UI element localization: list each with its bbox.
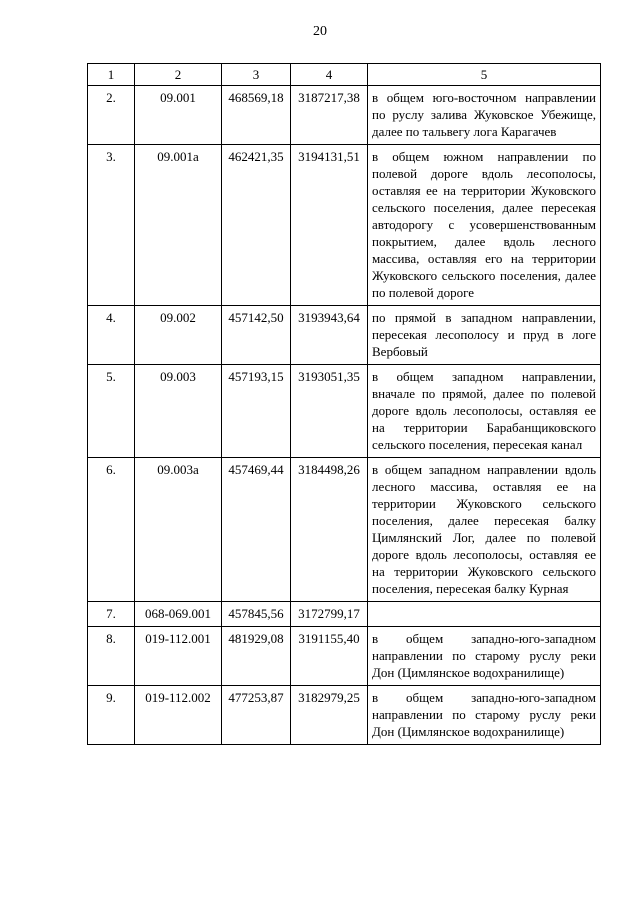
point-code: 09.002	[135, 306, 222, 365]
table-row	[88, 145, 601, 306]
coordinate-y: 3184498,26	[291, 458, 368, 602]
table-row	[88, 365, 601, 458]
coordinate-x: 457469,44	[222, 458, 291, 602]
header-col-2: 2	[135, 64, 222, 86]
row-number: 7.	[88, 602, 135, 627]
header-col-5: 5	[368, 64, 601, 86]
row-number: 3.	[88, 145, 135, 306]
row-number: 6.	[88, 458, 135, 602]
header-col-1: 1	[88, 64, 135, 86]
coordinate-x: 462421,35	[222, 145, 291, 306]
boundary-description: в общем западном направлении вдоль лесного массива, оставляя ее на территории Жуковского сельского поселения, далее пересекая балку Цимлянский Лог, далее по полевой дороге вдоль лесополосы, оставляя ее на территории Жуковского сельского поселения, пересекая балку Курная	[368, 458, 601, 602]
coordinate-x: 481929,08	[222, 627, 291, 686]
point-code: 019-112.001	[135, 627, 222, 686]
row-number: 8.	[88, 627, 135, 686]
point-code: 09.001	[135, 86, 222, 145]
table-row	[88, 602, 601, 627]
point-code: 09.003	[135, 365, 222, 458]
point-code: 019-112.002	[135, 686, 222, 745]
boundary-description: в общем южном направлении по полевой дороге вдоль лесополосы, оставляя ее на территории Жуковского сельского поселения, далее пересекая автодорогу с усовершенствованным покрытием, далее вдоль лесного массива, оставляя его на территории Жуковского сельского поселения, далее по полевой дороге	[368, 145, 601, 306]
table-row	[88, 458, 601, 602]
coordinate-y: 3193051,35	[291, 365, 368, 458]
boundary-description	[368, 602, 601, 627]
table-header-row	[88, 64, 601, 86]
row-number: 2.	[88, 86, 135, 145]
coordinate-y: 3193943,64	[291, 306, 368, 365]
coordinate-x: 457845,56	[222, 602, 291, 627]
row-number: 4.	[88, 306, 135, 365]
boundary-description: в общем западно-юго-западном направлении по старому руслу реки Дон (Цимлянское водохранилище)	[368, 686, 601, 745]
table-row	[88, 306, 601, 365]
coordinate-x: 457193,15	[222, 365, 291, 458]
boundary-description: в общем западно-юго-западном направлении по старому руслу реки Дон (Цимлянское водохранилище)	[368, 627, 601, 686]
coordinate-y: 3187217,38	[291, 86, 368, 145]
coordinate-y: 3194131,51	[291, 145, 368, 306]
boundary-description: в общем западном направлении, вначале по прямой, далее по полевой дороге вдоль лесополосы, оставляя ее на территории Барабанщиковского сельского поселения, пересекая канал	[368, 365, 601, 458]
coordinate-x: 457142,50	[222, 306, 291, 365]
boundary-table	[87, 63, 601, 745]
point-code: 09.003а	[135, 458, 222, 602]
row-number: 5.	[88, 365, 135, 458]
boundary-description: в общем юго-восточном направлении по руслу залива Жуковское Убежище, далее по тальвегу лога Карагачев	[368, 86, 601, 145]
coordinate-y: 3172799,17	[291, 602, 368, 627]
page-number: 20	[313, 24, 327, 39]
table-row	[88, 686, 601, 745]
row-number: 9.	[88, 686, 135, 745]
table-row	[88, 627, 601, 686]
coordinate-y: 3182979,25	[291, 686, 368, 745]
point-code: 068-069.001	[135, 602, 222, 627]
table-row	[88, 86, 601, 145]
point-code: 09.001а	[135, 145, 222, 306]
coordinate-y: 3191155,40	[291, 627, 368, 686]
coordinate-x: 468569,18	[222, 86, 291, 145]
header-col-3: 3	[222, 64, 291, 86]
coordinate-x: 477253,87	[222, 686, 291, 745]
header-col-4: 4	[291, 64, 368, 86]
boundary-description: по прямой в западном направлении, пересекая лесополосу и пруд в логе Вербовый	[368, 306, 601, 365]
